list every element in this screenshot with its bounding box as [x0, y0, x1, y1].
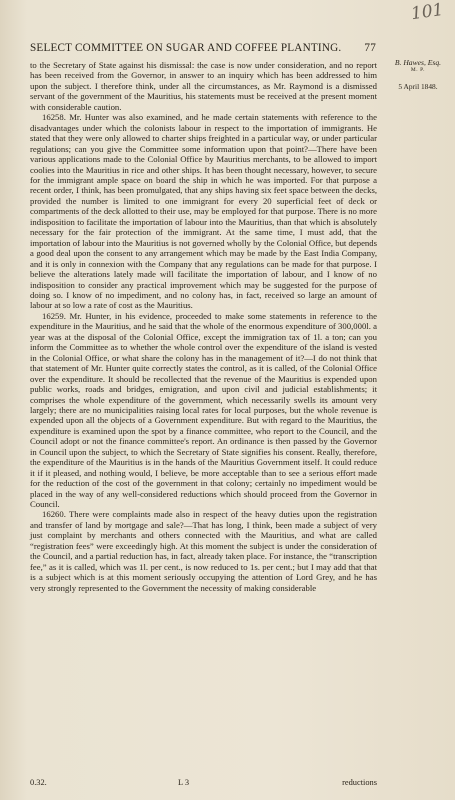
catchword: reductions [342, 778, 377, 787]
evidence-date: 5 April 1848. [398, 82, 438, 92]
witness-name: B. Hawes, Esq. [394, 58, 442, 67]
signature-mark: 0.32. [30, 778, 47, 787]
paragraph-16258: 16258. Mr. Hunter was also examined, and he made certain statements with reference to the disadvantages under which the colonists labour in respect to the importation of immigrants. He stated that they were only allowed to charter ships freighted in a particular way, or under particular regulations; can you give the Committee some information upon that point?—There have been various applications made to the Colonial Office by Mauritius merchants, to be allowed to import coolies into the Mauritius in rice and other ships. It has been thought necessary, however, to secure for the immigrant ample space on board the ship in which he was imported. For that purpose a recent order, I think, has been promulgated, that any ships having six feet space between the decks, provided the number is limited to one immigrant for every 20 superficial feet of deck or compartments of the deck allotted to their use, may be employed for that purpose. There is no more indisposition to facilitate the importation of labour into the Mauritius, than that which is absolutely necessary for the fair protection of the immigrant. At the same time, I must add, that the importation of labour into the Mauritius is not governed wholly by the Colonial Office, but depends a good deal upon the consent to any arrangement which may be made by the East India Company, and it is only in connexion with the Company that any regulations can be made for that purpose. I believe the alterations lately made will facilitate the importation of labour, and I know of no indisposition to consider any practical improvement which may be suggested for the purpose of doing so. I know of no impediment, and no colony has, in fact, received so large an amount of labour at so low a rate of cost as the Mauritius. [30, 112, 377, 311]
page-number: 77 [364, 42, 376, 54]
paragraph-continued: to the Secretary of State against his dismissal: the case is now under consideration, and no report has been received from the Governor, in answer to an inquiry which has been addressed to him upon the subject. I therefore think, under all the circumstances, as Mr. Raymond is a dismissed servant of the government of the Mauritius, his statements must be received at the present moment with considerable caution. [30, 60, 377, 112]
witness-suffix: M. P. [410, 67, 426, 74]
document-body [30, 60, 377, 593]
gathering-mark: L 3 [178, 778, 190, 787]
paragraph-16260: 16260. There were complaints made also in respect of the heavy duties upon the registration and transfer of land by mortgage and sale?—That has long, I think, been made a subject of very just complaint by merchants and others connected with the Mauritius, and what are called “registration fees” were exceedingly high. At this moment the subject is under the consideration of the Council, and a partial reduction has, in fact, already taken place. For instance, the “transcription fee,” as it is called, which was 1l. per cent., is now reduced to 1s. per cent.; but I may add that that is a subject which is at this moment seriously occupying the attention of Lord Grey, and he has very strongly represented to the Government the necessity of making considerable [30, 509, 377, 593]
handwritten-folio-number: 101 [409, 0, 445, 25]
header-title: SELECT COMMITTEE ON SUGAR AND COFFEE PLANTING. [30, 42, 342, 54]
paragraph-16259: 16259. Mr. Hunter, in his evidence, proceeded to make some statements in reference to the expenditure in the Mauritius, and he said that the whole of the enormous expenditure of 300,000l. a year was at the disposal of the Colonial Office, except the immigration tax of 1l. a ton; can you inform the Committee as to whether the whole control over the expenditure of the island is vested in the Colonial Office, or what share the colony has in the management of it?—I do not think that that statement of Mr. Hunter quite correctly states the control, as it is called, of the Colonial Office over the expenditure. It should be recollected that the revenue of the Mauritius is expended upon public works, roads and bridges, emigration, and upon civil and judicial establishments; it comprises the whole expenditure of the government, which necessarily swells its amount very largely; there are no municipalities raising local rates for local purposes, but the whole revenue is expended upon all the objects of a Government expenditure. But with regard to the Mauritius, the expenditure is examined upon the spot by a finance committee, who report to the Council, and the Council adopt or not the finance committee's report. An ordinance is then passed by the Governor in Council upon the subject, to which the Secretary of State signifies his consent. Really, therefore, the expenditure of the Mauritius is in the hands of the Mauritius Government itself. It could reduce it if it pleased, and nothing would, I believe, be more acceptable than to see a serious effort made for the reduction of the cost of the government in that colony; certainly no impediment would be placed in the way of any well-considered reductions which should proceed from the Governor in Council. [30, 310, 377, 510]
margin-note [384, 58, 452, 91]
